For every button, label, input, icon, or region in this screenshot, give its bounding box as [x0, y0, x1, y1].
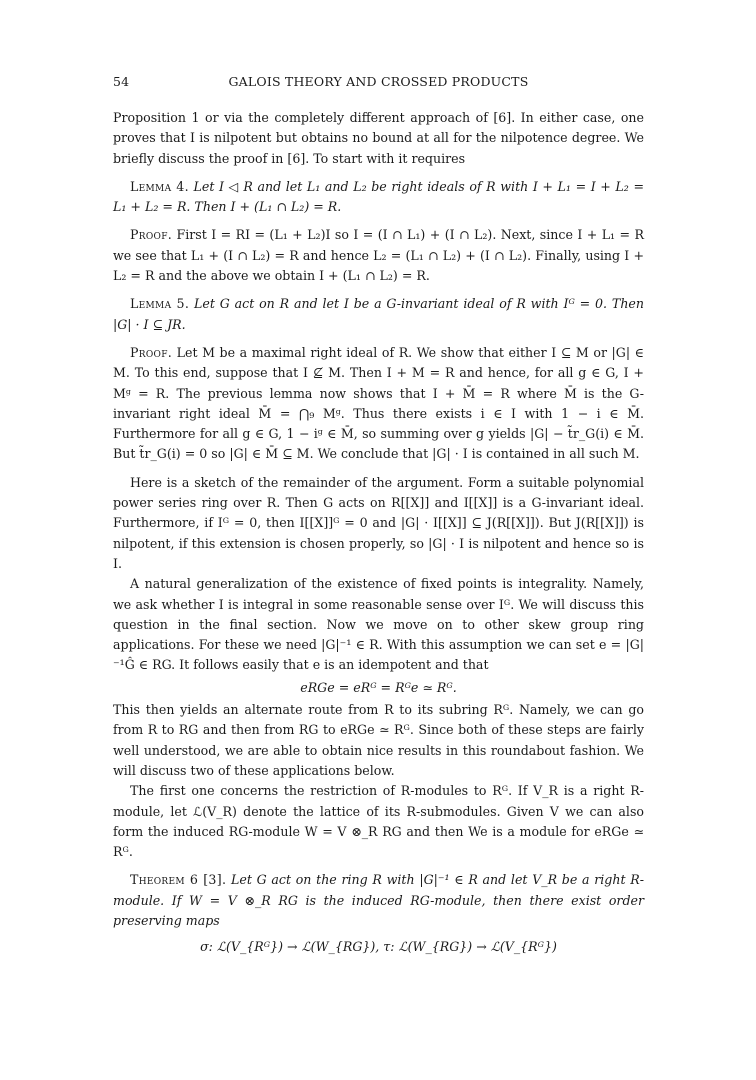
paragraph-alternate-route: This then yields an alternate route from R to its subring Rᴳ. Namely, we can go from R to RG and then from RG to eRGe ≃ Rᴳ. Since both of these steps are fairly well understood, we are able to obtain nice results in this roundabout fashion. We will discuss two of these applications below. — [113, 702, 644, 778]
lemma-5-label: Lemma 5. — [130, 296, 190, 312]
theorem-6-label: Theorem 6 [3]. — [130, 872, 227, 888]
paragraph-sketch: Here is a sketch of the remainder of the argument. Form a suitable polynomial power series ring over R. Then G acts on R[[X]] and I[[X]] is a G-invariant ideal. Furthermore, if Iᴳ = 0, then I[[X]]ᴳ = 0 and |G| · I[[X]] ⊆ J(R[[X]]). But J(R[[X]]) is nilpotent, if this extension is chosen properly, so |G| · I is nilpotent and hence so is I. — [113, 474, 644, 571]
page — [113, 74, 644, 960]
page-number: 54 — [113, 74, 130, 89]
proof-text: Let M be a maximal right ideal of R. We show that either I ⊆ M or |G| ∈ M. To this end, suppose that I ⊈ M. Then I + M = R and hence, for all g ∈ G, I + Mᵍ = R. The previous lemma now shows that I + M̄ = R where M̄ is the G-invariant right ideal M̄ = ⋂₉ Mᵍ. Thus there exists i ∈ I with 1 − i ∈ M̄. Furthermore for all g ∈ G, 1 − iᵍ ∈ M̄, so summing over g yields |G| − t̃r_G(i) ∈ M̄. But t̃r_G(i) = 0 so |G| ∈ M̄ ⊆ M. We conclude that |G| · I is contained in all such M. — [113, 344, 644, 462]
theorem-6-statement: Let G act on the ring R with |G|⁻¹ ∈ R and let V_R be a right R-module. If W = V ⊗_R RG is the induced RG-module, then there exist order preserving maps — [113, 872, 644, 928]
theorem-6 — [113, 870, 644, 931]
proof-label: Proof. — [130, 344, 173, 360]
proof-lemma-4 — [113, 225, 644, 286]
proof-text: First I = RI = (L₁ + L₂)I so I = (I ∩ L₁) + (I ∩ L₂). Next, since I + L₁ = R we see that L₁ + (I ∩ L₂) = R and hence L₂ = (L₁ ∩ L₂) + (I ∩ L₂). Finally, using I + L₂ = R and the above we obtain I + (L₁ ∩ L₂) = R. — [113, 227, 644, 284]
paragraph-continuation: Proposition 1 or via the completely different approach of [6]. In either case, one proves that I is nilpotent but obtains no bound at all for the nilpotence degree. We briefly discuss the proof in [6]. To start with it requires — [113, 110, 644, 166]
paragraph-integrality: A natural generalization of the existence of fixed points is integrality. Namely, we ask whether I is integral in some reasonable sense over Iᴳ. We will discuss this question in the final section. Now we move on to other skew group ring applications. For these we need |G|⁻¹ ∈ R. With this assumption we can set e = |G|⁻¹Ĝ ∈ RG. It follows easily that e is an idempotent and that — [113, 576, 644, 673]
running-header — [113, 74, 644, 96]
paragraph-restriction: The first one concerns the restriction of R-modules to Rᴳ. If V_R is a right R-module, let ℒ(V_R) denote the lattice of its R-submodules. Given V we can also form the induced RG-module W = V ⊗_R RG and then We is a module for eRGe ≃ Rᴳ. — [113, 783, 644, 860]
page-body — [113, 108, 644, 958]
display-equation-1: eRGe = eRᴳ = Rᴳe ≃ Rᴳ. — [300, 679, 457, 695]
lemma-5 — [113, 294, 644, 335]
display-equation-2: σ: ℒ(V_{Rᴳ}) → ℒ(W_{RG}), τ: ℒ(W_{RG}) → ℒ(V_{Rᴳ}) — [200, 939, 557, 955]
proof-lemma-5 — [113, 343, 644, 465]
running-title: GALOIS THEORY AND CROSSED PRODUCTS — [228, 74, 529, 89]
lemma-4-statement: Let I ◁ R and let L₁ and L₂ be right ideals of R with I + L₁ = I + L₂ = L₁ + L₂ = R. Then I + (L₁ ∩ L₂) = R. — [113, 178, 644, 215]
lemma-4-label: Lemma 4. — [130, 178, 189, 194]
lemma-5-statement: Let G act on R and let I be a G-invariant ideal of R with Iᴳ = 0. Then |G| · I ⊆ JR. — [113, 296, 644, 332]
proof-label: Proof. — [130, 227, 173, 243]
lemma-4 — [113, 177, 644, 218]
